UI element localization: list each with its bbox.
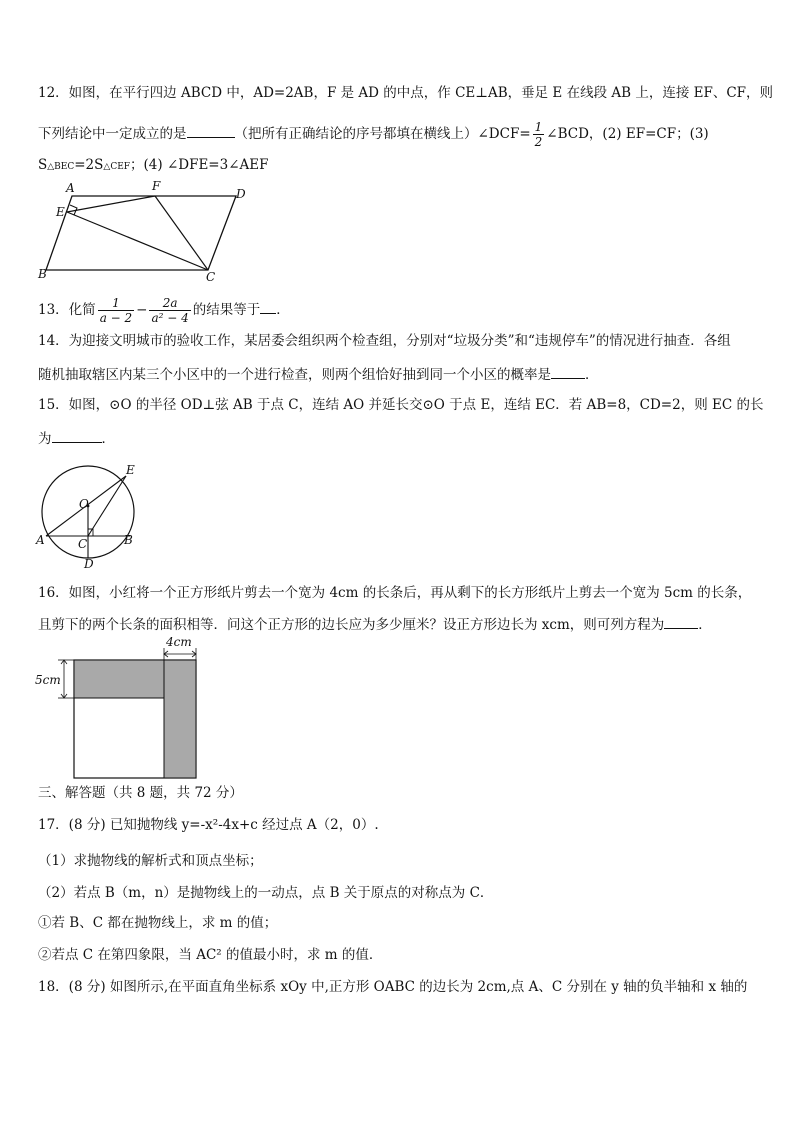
label-A: A (66, 181, 75, 195)
label-D: D (84, 557, 94, 570)
label-C: C (206, 270, 216, 284)
q17-line1: 17．(8 分) 已知抛物线 y=-x²-4x+c 经过点 A（2，0）. (38, 817, 379, 833)
label-O: O (79, 497, 89, 511)
label-5cm: 5cm (35, 673, 61, 687)
square-strip-figure (34, 634, 204, 784)
q17-line2: （1）求抛物线的解析式和顶点坐标； (38, 853, 263, 869)
label-B: B (124, 533, 133, 547)
q17-line3: （2）若点 B（m，n）是抛物线上的一动点，点 B 关于原点的对称点为 C． (38, 885, 494, 901)
q16-answer-blank (664, 614, 698, 629)
label-E: E (126, 463, 135, 477)
q12-answer-blank (187, 123, 235, 138)
q16-line2: 且剪下的两个长条的面积相等．问这个正方形的边长应为多少厘米？设正方形边长为 xcm，则可列方程为 ． (38, 614, 712, 634)
q13-fraction-1: $\frac{1}{a - 2}$ (99, 296, 133, 325)
label-E: E (56, 205, 65, 219)
q13-fraction-2: $\frac{2a}{\text{a² − 4}}$ (151, 296, 189, 325)
q12-line1: 12．如图，在平行四边 ABCD 中，AD=2AB，F 是 AD 的中点，作 CE⊥AB，垂足 E 在线段 AB 上，连接 EF、CF，则 (38, 85, 774, 101)
q12-line3: S△BEC=2S△CEF；(4) ∠DFE=3∠AEF (38, 157, 269, 173)
q14-line2: 随机抽取辖区内某三个小区中的一个进行检查，则两个组恰好抽到同一个小区的概率是 ． (38, 364, 599, 384)
q17-line5: ②若点 C 在第四象限，当 AC² 的值最小时，求 m 的值． (38, 947, 383, 963)
q17-line4: ①若 B、C 都在抛物线上，求 m 的值； (38, 915, 278, 931)
q15-line1: 15．如图，⊙O 的半径 OD⊥弦 AB 于点 C，连结 AO 并延长交⊙O 于点 E，连结 EC．若 AB=8，CD=2，则 EC 的长 (38, 397, 764, 413)
circle-figure (34, 462, 144, 570)
q18-line1: 18．(8 分) 如图所示,在平面直角坐标系 xOy 中,正方形 OABC 的边长为 2cm,点 A、C 分别在 y 轴的负半轴和 x 轴的 (38, 979, 748, 995)
q12-line2-c: ∠BCD，(2) EF=CF；(3) (546, 126, 709, 142)
q14-answer-blank (551, 364, 585, 379)
label-4cm: 4cm (166, 635, 192, 649)
section-3-heading: 三、解答题（共 8 题，共 72 分） (38, 785, 243, 801)
label-D: D (236, 187, 246, 201)
label-A: A (36, 533, 45, 547)
q14-line1: 14．为迎接文明城市的验收工作，某居委会组织两个检查组，分别对“垃圾分类”和“违规停车”的情况进行抽查．各组 (38, 333, 731, 349)
q15-line2: 为 ． (38, 428, 115, 448)
label-F: F (152, 179, 161, 193)
q16-line1: 16．如图，小红将一个正方形纸片剪去一个宽为 4cm 的长条后，再从剩下的长方形纸片上剪去一个宽为 5cm 的长条， (38, 585, 752, 601)
label-C: C (78, 537, 88, 551)
q15-answer-blank (52, 428, 102, 443)
q13-answer-blank (260, 299, 276, 314)
q12-line2-b: （把所有正确结论的序号都填在横线上）∠DCF= (234, 126, 531, 142)
q13-line: 13．化简 $\frac{1}{a - 2}$ − $\frac{2a}{\text{a² − 4}}$ 的结果等于 ． (38, 296, 290, 325)
q12-line2-a: 下列结论中一定成立的是 (38, 126, 187, 142)
q12-line2 (38, 120, 709, 149)
parallelogram-figure (36, 178, 256, 284)
q12-fraction-half: $\frac{1}{2}$ (534, 120, 543, 149)
label-B: B (38, 267, 47, 281)
